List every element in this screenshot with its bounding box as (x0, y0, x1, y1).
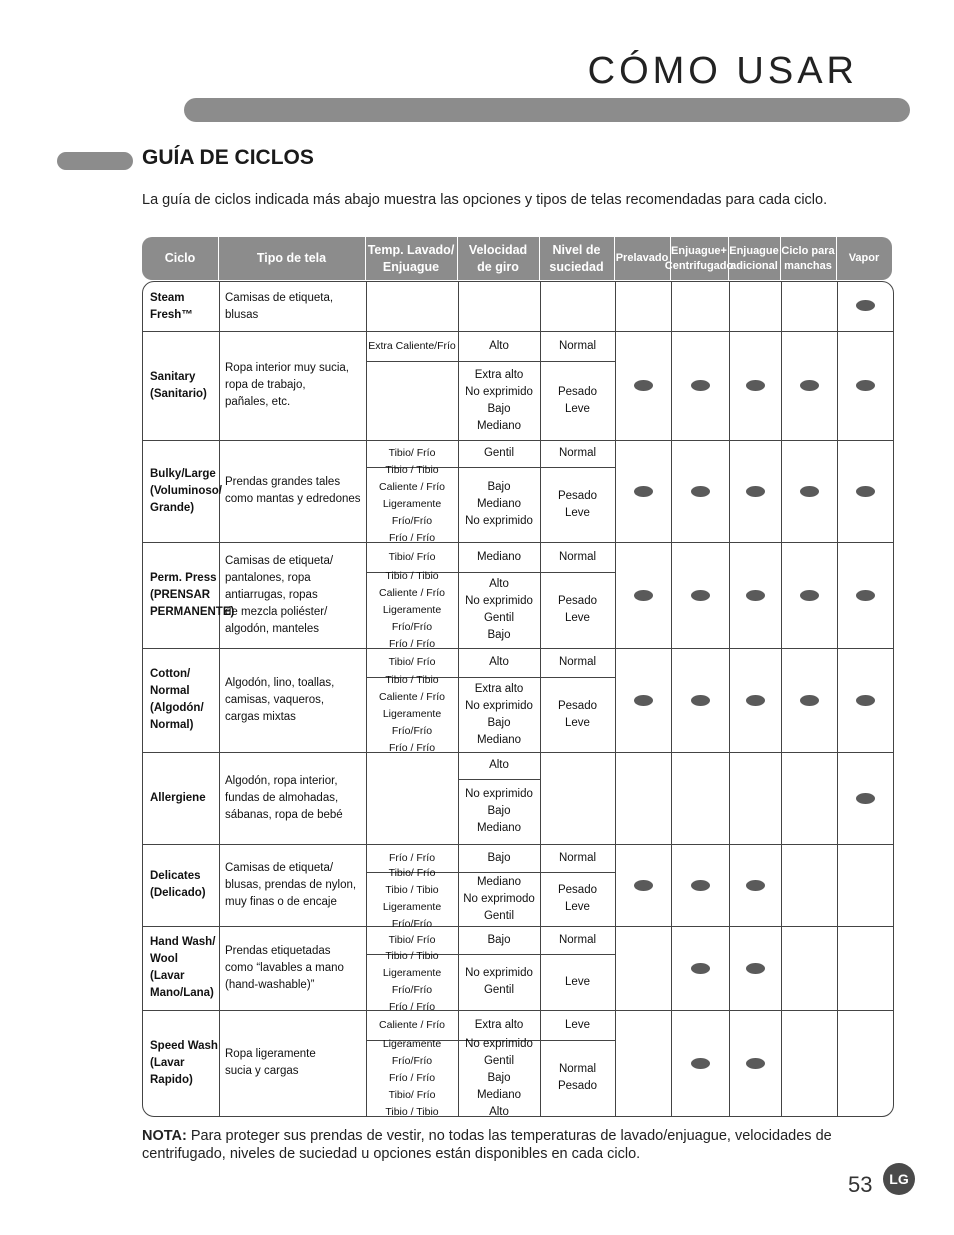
temp-value: Frío / Frío (388, 851, 436, 864)
option-available-dot (856, 380, 875, 391)
temp-value: Ligeramente Frío/Frío Frío / Frío Tibio/ Frío Tibio / Tibio (382, 1037, 442, 1118)
option-available-dot (634, 695, 653, 706)
fabric-type: Camisas de etiqueta, blusas (225, 291, 334, 321)
option-available-dot (856, 300, 875, 311)
option-available-dot (800, 486, 819, 497)
header-cell: Ciclo (164, 251, 196, 266)
soil-level-value: Normal (558, 933, 597, 946)
cycle-name: Delicates (Delicado) (150, 870, 206, 899)
cycle-guide-table (142, 281, 894, 1117)
option-available-dot (746, 963, 765, 974)
soil-level-value: Normal (558, 656, 597, 668)
soil-level-value: Normal (558, 447, 597, 459)
header-cell: Prelavado (615, 252, 669, 265)
fabric-type: Camisas de etiqueta/ pantalones, ropa antiarrugas, ropas de mezcla poliéster/ algodón, manteles (225, 554, 334, 635)
soil-level-value: Pesado Leve (557, 884, 597, 913)
header-cell: Nivel de suciedad (549, 243, 604, 274)
option-available-dot (800, 380, 819, 391)
option-available-dot (691, 380, 710, 391)
temp-value (367, 361, 457, 440)
fabric-type: Ropa interior muy sucia, ropa de trabajo, pañales, etc. (225, 362, 349, 408)
temp-value: Tibio / Tibio Caliente / Frío Ligeramente Frío/Frío Frío / Frío (379, 464, 445, 544)
header-divider (218, 237, 219, 280)
option-available-dot (691, 486, 710, 497)
spin-speed-value: Bajo (487, 851, 511, 864)
soil-level-value: Normal (558, 851, 597, 864)
option-available-dot (856, 590, 875, 601)
header-divider (728, 237, 729, 280)
option-available-dot (800, 695, 819, 706)
soil-level-value: Pesado Leve (557, 489, 597, 519)
header-divider (614, 237, 615, 280)
cycle-name: Sanitary (Sanitario) (150, 370, 207, 400)
option-available-dot (691, 1058, 710, 1069)
temp-value: Tibio / Tibio Caliente / Frío Ligeramente Frío/Frío Frío / Frío (379, 569, 445, 650)
option-available-dot (746, 590, 765, 601)
option-available-dot (746, 380, 765, 391)
soil-level-value: Leve (565, 1018, 590, 1031)
temp-value: Tibio/ Frío (388, 550, 436, 563)
fabric-type: Algodón, lino, toallas, camisas, vaqueros, cargas mixtas (225, 676, 335, 723)
soil-level-value: Leve (565, 975, 590, 988)
header-bar (184, 98, 910, 122)
intro-text: La guía de ciclos indicada más abajo muestra las opciones y tipos de telas recomendadas para cada ciclo. (142, 192, 828, 208)
option-available-dot (691, 695, 710, 706)
option-available-dot (746, 1058, 765, 1069)
header-cell: Vapor (848, 252, 880, 265)
temp-value: Tibio/ Frío (388, 447, 436, 459)
option-available-dot (800, 590, 819, 601)
header-divider (780, 237, 781, 280)
option-available-dot (856, 695, 875, 706)
note-label: NOTA: (142, 1128, 187, 1144)
header-divider (836, 237, 837, 280)
option-available-dot (856, 793, 875, 804)
column-divider (615, 282, 616, 1116)
header-divider (670, 237, 671, 280)
cycle-name: Cotton/ Normal (Algodón/ Normal) (150, 668, 204, 731)
option-available-dot (856, 486, 875, 497)
temp-value: Tibio/ Frío (388, 656, 436, 668)
cycle-name: Steam Fresh™ (150, 291, 193, 321)
fabric-type: Algodón, ropa interior, fundas de almohadas, sábanas, ropa de bebé (225, 774, 343, 821)
temp-value: Caliente / Frío (379, 1018, 445, 1031)
column-divider (729, 282, 730, 1116)
header-cell: Velocidad de giro (468, 243, 528, 274)
temp-value: Tibio/ Frío (388, 933, 436, 946)
header-divider (539, 237, 540, 280)
column-divider (837, 282, 838, 1116)
temp-value: Extra Caliente/Frío (368, 339, 456, 352)
cycle-name: Speed Wash (Lavar Rapido) (150, 1039, 218, 1086)
section-marker (57, 152, 133, 170)
spin-speed-value: No exprimido Gentil Bajo Mediano Alto (465, 1037, 533, 1118)
option-available-dot (634, 590, 653, 601)
fabric-type: Prendas grandes tales como mantas y edredones (225, 476, 361, 505)
option-available-dot (634, 486, 653, 497)
cycle-name: Perm. Press (PRENSAR PERMANENTE) (150, 571, 235, 618)
header-divider (365, 237, 366, 280)
temp-value: Tibio / Tibio Ligeramente Frío/Frío Frío / Frío (382, 950, 442, 1013)
header-divider (457, 237, 458, 280)
option-available-dot (691, 963, 710, 974)
option-available-dot (634, 380, 653, 391)
spin-speed-value: Alto (489, 339, 509, 352)
temp-value: Tibio/ Frío Tibio / Tibio Ligeramente Frío/Frío (382, 867, 442, 930)
soil-level-value: Pesado Leve (557, 699, 597, 729)
spin-speed-value: Mediano No exprimodo Gentil (463, 875, 535, 922)
spin-speed-value: Alto (489, 656, 509, 668)
spin-speed-value: Gentil (483, 447, 515, 459)
option-available-dot (691, 880, 710, 891)
spin-speed-value: Bajo (487, 933, 511, 946)
header-cell: Ciclo para manchas (781, 245, 835, 272)
soil-level-value: Pesado Leve (557, 385, 597, 415)
soil-level-value: Normal Pesado (557, 1063, 597, 1092)
cycle-name: Bulky/Large (Voluminoso/ Grande) (150, 467, 222, 514)
spin-speed-value: Extra alto (474, 1018, 524, 1031)
soil-level-value: Pesado Leve (557, 595, 597, 624)
cycle-name: Allergiene (150, 791, 206, 804)
header-cell: Enjuague adicional (729, 245, 779, 272)
spin-speed-value: Alto (489, 759, 509, 771)
soil-level-value: Normal (558, 339, 597, 352)
header-cell: Temp. Lavado/ Enjuague (367, 243, 455, 274)
column-divider (671, 282, 672, 1116)
lg-logo-icon: LG (883, 1163, 915, 1195)
cycle-name: Hand Wash/ Wool (Lavar Mano/Lana) (150, 936, 216, 999)
section-title: GUÍA DE CICLOS (142, 146, 314, 169)
spin-speed-value: Extra alto No exprimido Bajo Mediano (465, 682, 533, 746)
table-header (142, 237, 892, 280)
temp-value: Tibio / Tibio Caliente / Frío Ligeramente Frío/Frío Frío / Frío (379, 674, 445, 754)
header-cell: Tipo de tela (256, 251, 327, 266)
note-text: Para proteger sus prendas de vestir, no todas las temperaturas de lavado/enjuague, velocidades de centrifugado, niveles de suciedad u opciones están disponibles en cada ciclo. (142, 1128, 832, 1162)
option-available-dot (746, 880, 765, 891)
page-number: 53 (848, 1172, 873, 1197)
fabric-type: Prendas etiquetadas como “lavables a mano (hand-washable)” (225, 944, 344, 991)
option-available-dot (746, 695, 765, 706)
page-title: CÓMO USAR (587, 50, 858, 92)
note (142, 1127, 842, 1163)
spin-speed-value: Alto No exprimido Gentil Bajo (465, 578, 533, 641)
fabric-type: Ropa ligeramente sucia y cargas (225, 1048, 316, 1077)
soil-level-value: Normal (558, 550, 597, 563)
option-available-dot (634, 880, 653, 891)
spin-speed-value: No exprimido Bajo Mediano (465, 788, 533, 834)
spin-speed-value: Bajo Mediano No exprimido (465, 481, 533, 527)
spin-speed-value: No exprimido Gentil (465, 967, 533, 996)
option-available-dot (746, 486, 765, 497)
option-available-dot (691, 590, 710, 601)
spin-speed-value: Extra alto No exprimido Bajo Mediano (465, 368, 533, 432)
spin-speed-value: Mediano (476, 550, 522, 563)
column-divider (781, 282, 782, 1116)
fabric-type: Camisas de etiqueta/ blusas, prendas de nylon, muy finas o de encaje (225, 861, 357, 908)
header-cell: Enjuague+ Centrifugado (664, 245, 734, 272)
